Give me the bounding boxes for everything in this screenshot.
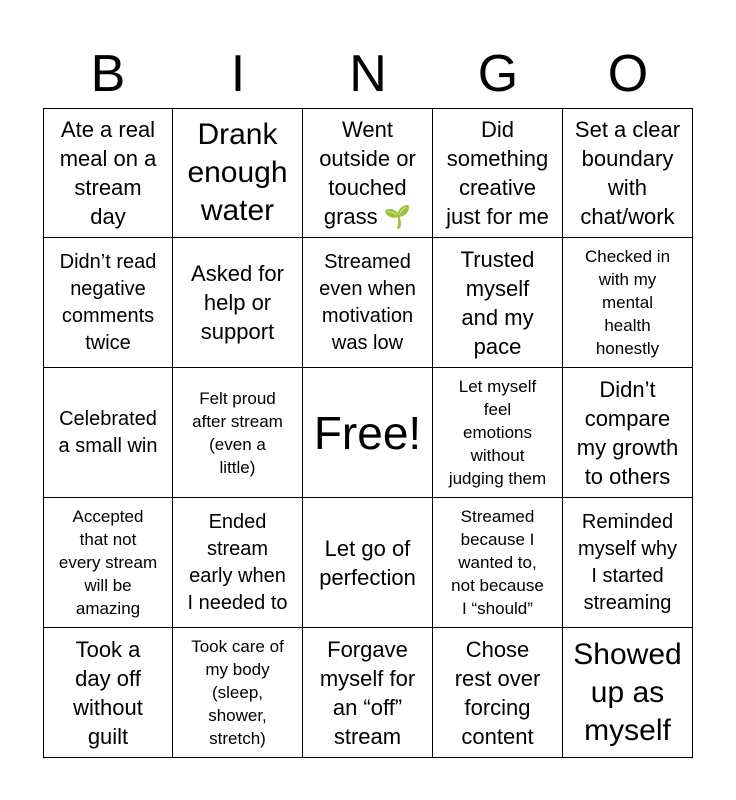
- bingo-header: [43, 40, 693, 108]
- bingo-cell-label: Streamed because I wanted to, not because I “should”: [451, 507, 544, 618]
- bingo-cell[interactable]: [43, 108, 173, 238]
- bingo-cell[interactable]: [43, 368, 173, 498]
- bingo-cell[interactable]: [303, 238, 433, 368]
- header-letter-o: O: [607, 45, 649, 103]
- bingo-cell[interactable]: [43, 238, 173, 368]
- header-letter-i: I: [230, 45, 246, 103]
- bingo-cell[interactable]: [563, 238, 693, 368]
- bingo-cell-label: Checked in with my mental health honestly: [584, 247, 671, 358]
- bingo-cell-label: Set a clear boundary with chat/work: [574, 117, 681, 229]
- bingo-cell-label: Chose rest over forcing content: [454, 636, 541, 749]
- bingo-cell[interactable]: [433, 108, 563, 238]
- bingo-cell[interactable]: [303, 498, 433, 628]
- bingo-cell[interactable]: [303, 108, 433, 238]
- bingo-cell-label: Reminded myself why I started streaming: [578, 510, 677, 614]
- bingo-cell-label: Let go of perfection: [319, 535, 416, 590]
- bingo-cell[interactable]: [173, 628, 303, 758]
- bingo-cell-label: Drank enough water: [187, 118, 288, 227]
- bingo-cell-label: Forgave myself for an “off” stream: [319, 636, 416, 749]
- bingo-cell-label: Free!: [313, 406, 422, 459]
- bingo-cell-label: Let myself feel emotions without judging them: [448, 377, 547, 488]
- bingo-cell-label: Accepted that not every stream will be amazing: [58, 507, 158, 618]
- bingo-cell-label: Ate a real meal on a stream day: [59, 117, 157, 229]
- bingo-cell-label: Celebrated a small win: [58, 407, 158, 457]
- bingo-cell[interactable]: [433, 628, 563, 758]
- bingo-cell-label: Went outside or touched grass 🌱: [319, 117, 416, 229]
- bingo-cell[interactable]: [563, 628, 693, 758]
- bingo-board: [43, 108, 693, 758]
- header-letter-n: N: [349, 45, 387, 103]
- bingo-cell-label: Streamed even when motivation was low: [319, 250, 416, 354]
- bingo-cell[interactable]: [563, 498, 693, 628]
- bingo-cell[interactable]: [173, 368, 303, 498]
- bingo-cell-label: Trusted myself and my pace: [460, 246, 535, 359]
- bingo-cell[interactable]: [173, 238, 303, 368]
- bingo-cell-label: Took care of my body (sleep, shower, stretch): [191, 637, 284, 748]
- bingo-cell[interactable]: [563, 368, 693, 498]
- bingo-cell[interactable]: [173, 498, 303, 628]
- bingo-cell[interactable]: [433, 498, 563, 628]
- bingo-cell[interactable]: [433, 238, 563, 368]
- bingo-cell-label: Showed up as myself: [573, 637, 682, 747]
- bingo-cell[interactable]: [43, 628, 173, 758]
- bingo-cell[interactable]: [563, 108, 693, 238]
- header-letter-g: G: [477, 45, 519, 103]
- bingo-cell-label: Asked for help or support: [191, 261, 284, 344]
- bingo-cell[interactable]: [43, 498, 173, 628]
- header-letter-b: B: [90, 45, 126, 103]
- bingo-cell-label: Didn’t compare my growth to others: [576, 376, 679, 489]
- bingo-cell[interactable]: [173, 108, 303, 238]
- bingo-cell-free[interactable]: [303, 368, 433, 498]
- bingo-cell-label: Felt proud after stream (even a little): [192, 388, 283, 477]
- bingo-cell-label: Took a day off without guilt: [73, 636, 143, 749]
- bingo-cell-label: Ended stream early when I needed to: [187, 510, 288, 614]
- bingo-cell[interactable]: [303, 628, 433, 758]
- bingo-cell-label: Did something creative just for me: [446, 117, 549, 229]
- bingo-cell-label: Didn’t read negative comments twice: [59, 250, 157, 354]
- bingo-cell[interactable]: [433, 368, 563, 498]
